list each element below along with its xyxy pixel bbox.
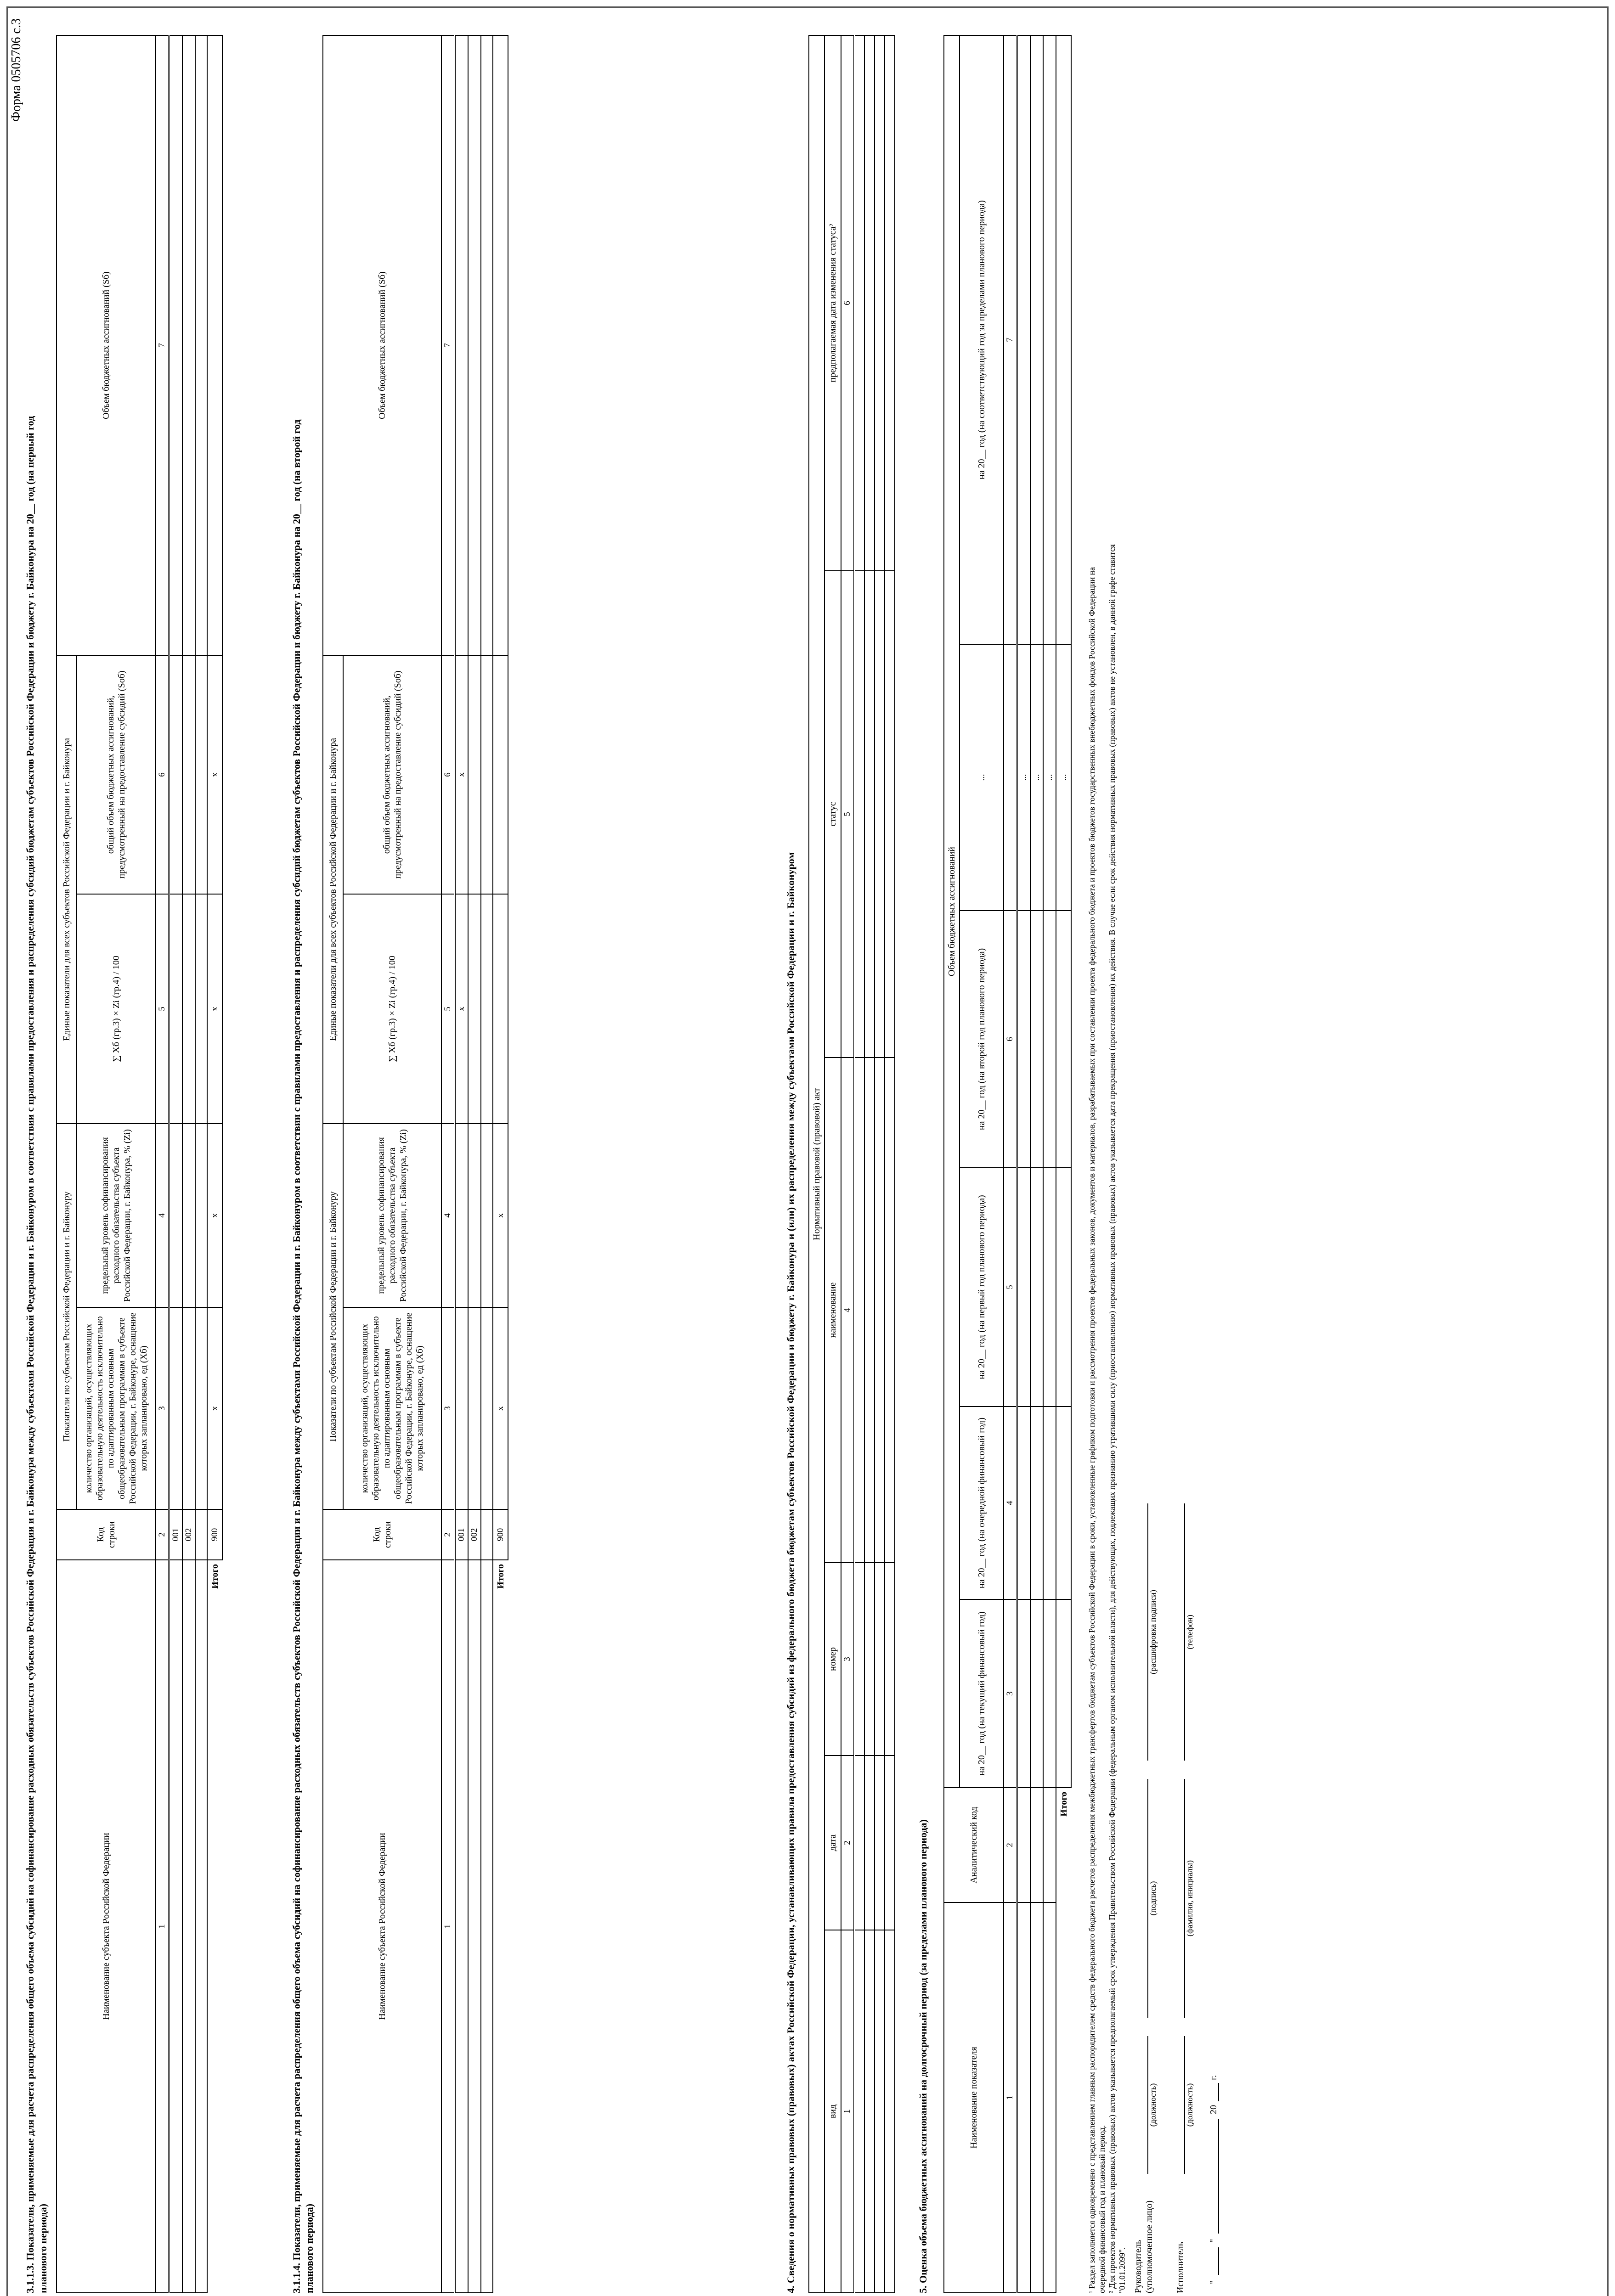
cell-value[interactable] — [169, 35, 182, 655]
cell-value[interactable] — [481, 894, 493, 1124]
cell-value[interactable] — [1030, 1599, 1043, 1788]
cell-value[interactable] — [481, 35, 493, 655]
cell-value[interactable] — [169, 894, 182, 1124]
col-number: 1 — [841, 1930, 854, 2293]
cell-value[interactable] — [854, 1058, 864, 1563]
col-current-year-header: на 20__ год (на текущий финансовый год) — [960, 1599, 1004, 1788]
head-signature-caption: (подпись) — [1148, 1881, 1158, 1916]
cell-value[interactable] — [854, 1563, 864, 1756]
cell-subject-name[interactable] — [481, 1560, 493, 2293]
cell-value[interactable] — [493, 35, 508, 655]
cell-value[interactable] — [169, 655, 182, 894]
cell-value[interactable] — [1043, 911, 1056, 1168]
cell-value[interactable] — [875, 35, 885, 571]
cell-row-code: 001 — [169, 1509, 182, 1560]
col-5-header: ∑ Xб (гр.3) × Zi (гр.4) / 100 — [343, 894, 441, 1124]
group-header-subjects: Показатели по субъектам Российской Федерации и г. Байконуру — [56, 1124, 77, 1509]
col-title-header: наименование — [824, 1058, 841, 1563]
executor-position-caption: (должность) — [1185, 2083, 1194, 2127]
col-number: 6 — [841, 35, 854, 571]
col-number: 4 — [441, 1124, 455, 1307]
section-3114-title: 3.1.1.4. Показатели, применяемые для расчета распределения общего объема субсидий на софинансирование расходных обязательств субъектов Российской Федерации и г. Байконура между субъектами Российской Федерации и г. Байконуром в соответствии с правилами предоставления и распределения субсидий бюджетам субъектов Российской Федерации и бюджету г. Байконура на 20__ год (на второй год планового периода) — [291, 419, 315, 2293]
col-number — [1004, 644, 1017, 911]
col-number: 5 — [441, 894, 455, 1124]
cell-subject-name[interactable] — [455, 1560, 468, 2293]
cell-value[interactable] — [468, 1124, 481, 1307]
total-row — [207, 35, 222, 2293]
form-label: Форма 0505706 с.3 — [9, 18, 23, 122]
cell-value[interactable] — [169, 1307, 182, 1509]
cell-value[interactable] — [885, 1930, 895, 2293]
cell-row-code: 002 — [468, 1509, 481, 1560]
cell-value[interactable] — [875, 1058, 885, 1563]
col-next-year-header: на 20__ год (на очередной финансовый год) — [960, 1407, 1004, 1599]
cell-value[interactable] — [1056, 35, 1071, 644]
footnote-1: ¹ Раздел заполняется одновременно с представлением главным распорядителем средств федерального бюджета расчетов распределения межбюджетных трансфертов бюджетам субъектов Российской Федерации в сроки, установленные графиком подготовки и рассмотрения проектов федеральных законов, документов и материалов, разрабатываемых при составлении проекта федерального бюджета и проектов бюджетов государственных внебюджетных фондов Российской Федерации на — [1087, 567, 1096, 2293]
cell-value[interactable] — [1030, 1902, 1043, 2293]
cell-value — [493, 894, 508, 1124]
date-year-suffix: г. — [1208, 2075, 1219, 2080]
table-row — [864, 35, 875, 2293]
cell-value[interactable] — [1056, 1407, 1071, 1599]
table-3114 — [322, 35, 508, 2293]
cell-subject-name[interactable] — [468, 1560, 481, 2293]
cell-value[interactable] — [854, 1756, 864, 1930]
table-row — [1043, 35, 1056, 2293]
col-number: 2 — [1004, 1788, 1017, 1902]
col-number: 3 — [1004, 1599, 1017, 1788]
cell-value[interactable] — [1030, 1407, 1043, 1599]
cell-value[interactable] — [854, 35, 864, 571]
table-5 — [943, 35, 1072, 2293]
footnote-1-cont: очередной финансовый год и плановый период. — [1097, 2125, 1107, 2293]
group-header-common: Единые показатели для всех субъектов Российской Федерации и г. Байконура — [56, 655, 77, 1124]
col-number: 6 — [441, 655, 455, 894]
cell-row-code: 900 — [207, 1509, 222, 1560]
cell-value[interactable] — [182, 1124, 195, 1307]
cell-value[interactable] — [468, 655, 481, 894]
col-number: 5 — [841, 571, 854, 1058]
col-number: 2 — [156, 1509, 169, 1560]
cell-value[interactable] — [1056, 911, 1071, 1168]
col-number: 4 — [841, 1058, 854, 1563]
col-number: 1 — [1004, 1902, 1017, 2293]
cell-value: x — [493, 1124, 508, 1307]
cell-value[interactable] — [875, 1930, 885, 2293]
cell-value[interactable] — [1017, 1168, 1030, 1407]
cell-ellipsis: ... — [1043, 644, 1056, 911]
cell-row-code — [195, 1509, 207, 1560]
table-row — [1030, 35, 1043, 2293]
cell-value[interactable] — [1030, 911, 1043, 1168]
cell-row-code: 001 — [455, 1509, 468, 1560]
cell-value: x — [207, 655, 222, 894]
col-beyond-header: на 20__ год (на соответствующий год за пределами планового периода) — [960, 35, 1004, 644]
date-quote-open: " — [1208, 2280, 1219, 2284]
footnotes — [1087, 34, 1127, 2293]
total-label: Итого — [493, 1560, 508, 2293]
cell-value[interactable] — [1043, 1168, 1056, 1407]
cell-value[interactable] — [875, 1756, 885, 1930]
cell-value[interactable] — [182, 1307, 195, 1509]
date-year-line[interactable] — [1218, 2083, 1219, 2101]
col-number: 6 — [156, 655, 169, 894]
col-number: 4 — [1004, 1407, 1017, 1599]
total-label: Итого — [1056, 1788, 1071, 2293]
cell-value[interactable] — [455, 1124, 468, 1307]
cell-value[interactable] — [885, 571, 895, 1058]
table-row — [468, 35, 481, 2293]
executor-phone-caption: (телефон) — [1185, 1615, 1194, 1649]
cell-value[interactable] — [864, 35, 875, 571]
col-number: 5 — [1004, 1168, 1017, 1407]
cell-value[interactable] — [885, 35, 895, 571]
total-row — [493, 35, 508, 2293]
head-decoding-caption: (расшифровка подписи) — [1148, 1590, 1158, 1674]
col-ellipsis-header: ... — [960, 644, 1004, 911]
cell-value[interactable]: x — [455, 894, 468, 1124]
cell-value[interactable] — [864, 1058, 875, 1563]
cell-value: x — [207, 1307, 222, 1509]
col-4-header: предельный уровень софинансирования расходного обязательства субъекта Российской Федерации, г. Байконура, % (Zi) — [343, 1124, 441, 1307]
section-3113-title: 3.1.1.3. Показатели, применяемые для расчета распределения общего объема субсидий на софинансирование расходных обязательств субъектов Российской Федерации и г. Байконура между субъектами Российской Федерации и г. Байконуром в соответствии с правилами предоставления и распределения субсидий бюджетам субъектов Российской Федерации и бюджету г. Байконура на 20__ год (на первый год планового периода) — [24, 416, 49, 2293]
cell-value[interactable]: x — [455, 655, 468, 894]
cell-value[interactable] — [1030, 1788, 1043, 1902]
table-row — [854, 35, 864, 2293]
cell-value[interactable] — [1017, 1902, 1030, 2293]
table-row — [885, 35, 895, 2293]
cell-value[interactable] — [1017, 1599, 1030, 1788]
cell-subject-name[interactable] — [169, 1560, 182, 2293]
col-number: 3 — [841, 1563, 854, 1756]
cell-value[interactable] — [182, 35, 195, 655]
group-header-act: Нормативный правовой (правовой) акт — [809, 35, 824, 2293]
cell-value[interactable] — [1017, 911, 1030, 1168]
col-name-header: Наименование субъекта Российской Федерации — [56, 1560, 156, 2293]
cell-value[interactable] — [854, 571, 864, 1058]
cell-value[interactable] — [481, 1307, 493, 1509]
cell-value[interactable] — [169, 1124, 182, 1307]
col-number: 7 — [156, 35, 169, 655]
cell-value[interactable] — [885, 1058, 895, 1563]
cell-value[interactable] — [1030, 35, 1043, 644]
cell-value[interactable] — [468, 1307, 481, 1509]
cell-row-code: 002 — [182, 1509, 195, 1560]
col-number: 7 — [441, 35, 455, 655]
footnote-2: ² Для проектов нормативных правовых (правовых) актов указывается предполагаемый срок утверждения Правительством Российской Федерации (федеральным органом исполнительной власти), для действующих, подлежащих признанию утратившими силу (приостановлению) нормативных правовых (правовых) актов указывается дата прекращения (приостановления) их действия. В случае если срок действия нормативных правовых (правовых) актов не установлен, в данной графе ставится — [1107, 544, 1117, 2293]
col-3-header: количество организаций, осуществляющих образовательную деятельность исключительно по адаптированным основным общеобразовательным программам в субъекте Российской Федерации, г. Байконуре, оснащение которых запланировано, ед (Хб) — [343, 1307, 441, 1509]
cell-ellipsis: ... — [1030, 644, 1043, 911]
group-header-subjects: Показатели по субъектам Российской Федерации и г. Байконуру — [323, 1124, 343, 1509]
col-4-header: предельный уровень софинансирования расходного обязательства субъекта Российской Федерации, г. Байконура, % (Zi) — [77, 1124, 156, 1307]
cell-ellipsis: ... — [1056, 644, 1071, 911]
cell-value[interactable] — [1030, 1168, 1043, 1407]
col-code-header: Код строки — [323, 1509, 441, 1560]
cell-value[interactable] — [1043, 35, 1056, 644]
cell-value[interactable] — [875, 571, 885, 1058]
col-status-header: статус — [824, 571, 841, 1058]
cell-value[interactable] — [207, 35, 222, 655]
cell-ellipsis: ... — [1017, 644, 1030, 911]
table-row — [455, 35, 468, 2293]
cell-value[interactable] — [1043, 1407, 1056, 1599]
table-row — [195, 35, 207, 2293]
col-6-header: общий объем бюджетных ассигнований, предусмотренный на предоставление субсидий (Sоб) — [343, 655, 441, 894]
cell-row-code: 900 — [493, 1509, 508, 1560]
total-label: Итого — [207, 1560, 222, 2293]
cell-value[interactable] — [195, 655, 207, 894]
cell-value[interactable] — [1056, 1168, 1071, 1407]
col-number-header: номер — [824, 1563, 841, 1756]
cell-value[interactable] — [455, 35, 468, 655]
cell-value[interactable] — [195, 35, 207, 655]
cell-value[interactable] — [864, 571, 875, 1058]
total-row — [1056, 35, 1071, 2293]
cell-value[interactable] — [875, 1563, 885, 1756]
cell-value[interactable] — [864, 1563, 875, 1756]
cell-subject-name[interactable] — [195, 1560, 207, 2293]
cell-value[interactable] — [468, 35, 481, 655]
col-5-header: ∑ Xб (гр.3) × Zi (гр.4) / 100 — [77, 894, 156, 1124]
col-code-header: Код строки — [56, 1509, 156, 1560]
col-plan-year2-header: на 20__ год (на второй год планового периода) — [960, 911, 1004, 1168]
col-plan-year1-header: на 20__ год (на первый год планового периода) — [960, 1168, 1004, 1407]
cell-value[interactable] — [195, 1307, 207, 1509]
cell-value — [493, 655, 508, 894]
cell-value[interactable] — [195, 894, 207, 1124]
head-position-caption: (должность) — [1148, 2083, 1158, 2127]
col-number: 1 — [156, 1560, 169, 2293]
table-row — [875, 35, 885, 2293]
cell-value[interactable] — [468, 894, 481, 1124]
date-day-line[interactable] — [1218, 2247, 1219, 2275]
cell-value[interactable] — [864, 1930, 875, 2293]
table-row — [169, 35, 182, 2293]
cell-value[interactable] — [1056, 1599, 1071, 1788]
col-number: 7 — [1004, 35, 1017, 644]
table-row — [1017, 35, 1030, 2293]
group-header-common: Единые показатели для всех субъектов Российской Федерации и г. Байконура — [323, 655, 343, 1124]
cell-value[interactable] — [1017, 35, 1030, 644]
cell-value[interactable] — [1017, 1407, 1030, 1599]
cell-value[interactable] — [1043, 1788, 1056, 1902]
head-label: Руководитель (уполномоченное лицо) — [1133, 2200, 1154, 2293]
cell-value: x — [207, 1124, 222, 1307]
cell-value[interactable] — [864, 1756, 875, 1930]
executor-name-caption: (фамилия, инициалы) — [1185, 1860, 1194, 1936]
cell-value: x — [207, 894, 222, 1124]
cell-value[interactable] — [481, 1124, 493, 1307]
col-number: 2 — [441, 1509, 455, 1560]
cell-value[interactable] — [455, 1307, 468, 1509]
section-5-title: 5. Оценка объема бюджетных ассигнований на долгосрочный период (за пределами планового периода) — [917, 1819, 929, 2293]
cell-value[interactable] — [1043, 1902, 1056, 2293]
col-date-header: дата — [824, 1756, 841, 1930]
cell-value: x — [493, 1307, 508, 1509]
cell-value[interactable] — [1017, 1788, 1030, 1902]
cell-value[interactable] — [885, 1756, 895, 1930]
table-row — [182, 35, 195, 2293]
col-7-header: Объем бюджетных ассигнований (Sб) — [56, 35, 156, 655]
col-indicator-header: Наименование показателя — [944, 1902, 1004, 2293]
col-kind-header: вид — [824, 1930, 841, 2293]
col-6-header: общий объем бюджетных ассигнований, предусмотренный на предоставление субсидий (Sоб) — [77, 655, 156, 894]
cell-subject-name[interactable] — [182, 1560, 195, 2293]
col-3-header: количество организаций, осуществляющих образовательную деятельность исключительно по адаптированным основным общеобразовательным программам в субъекте Российской Федерации, г. Байконуре, оснащение которых запланировано, ед (Хб) — [77, 1307, 156, 1509]
date-quote-close: " — [1208, 2239, 1219, 2243]
col-number: 6 — [1004, 911, 1017, 1168]
col-analytic-code-header: Аналитический код — [944, 1788, 1004, 1902]
col-name-header: Наименование субъекта Российской Федерации — [323, 1560, 441, 2293]
col-number: 1 — [441, 1560, 455, 2293]
date-year-prefix: 20 — [1208, 2105, 1219, 2114]
table-row — [481, 35, 493, 2293]
table-4 — [808, 35, 895, 2293]
cell-value[interactable] — [885, 1563, 895, 1756]
footnote-2-cont: "01.01.2099". — [1118, 2247, 1127, 2293]
cell-row-code — [481, 1509, 493, 1560]
cell-value[interactable] — [182, 894, 195, 1124]
executor-label: Исполнитель — [1175, 2242, 1186, 2293]
cell-value[interactable] — [854, 1930, 864, 2293]
date-month-line[interactable] — [1218, 2119, 1219, 2234]
section-4-title: 4. Сведения о нормативных правовых (правовых) актах Российской Федерации, устанавливающих правила предоставления субсидий из федерального бюджета бюджетам субъектов Российской Федерации и бюджету г. Байконура и (или) их распределения между субъектами Российской Федерации и г. Байконуром — [785, 852, 796, 2293]
col-7-header: Объем бюджетных ассигнований (Sб) — [323, 35, 441, 655]
group-header-allocations: Объем бюджетных ассигнований — [944, 35, 960, 1788]
col-number: 3 — [156, 1307, 169, 1509]
cell-value[interactable] — [481, 655, 493, 894]
col-number: 5 — [156, 894, 169, 1124]
table-3113 — [56, 35, 223, 2293]
cell-value[interactable] — [1043, 1599, 1056, 1788]
cell-value[interactable] — [182, 655, 195, 894]
col-number: 4 — [156, 1124, 169, 1307]
col-number: 3 — [441, 1307, 455, 1509]
col-status-date-header: предполагаемая дата изменения статуса² — [824, 35, 841, 571]
cell-value[interactable] — [195, 1124, 207, 1307]
col-number: 2 — [841, 1756, 854, 1930]
